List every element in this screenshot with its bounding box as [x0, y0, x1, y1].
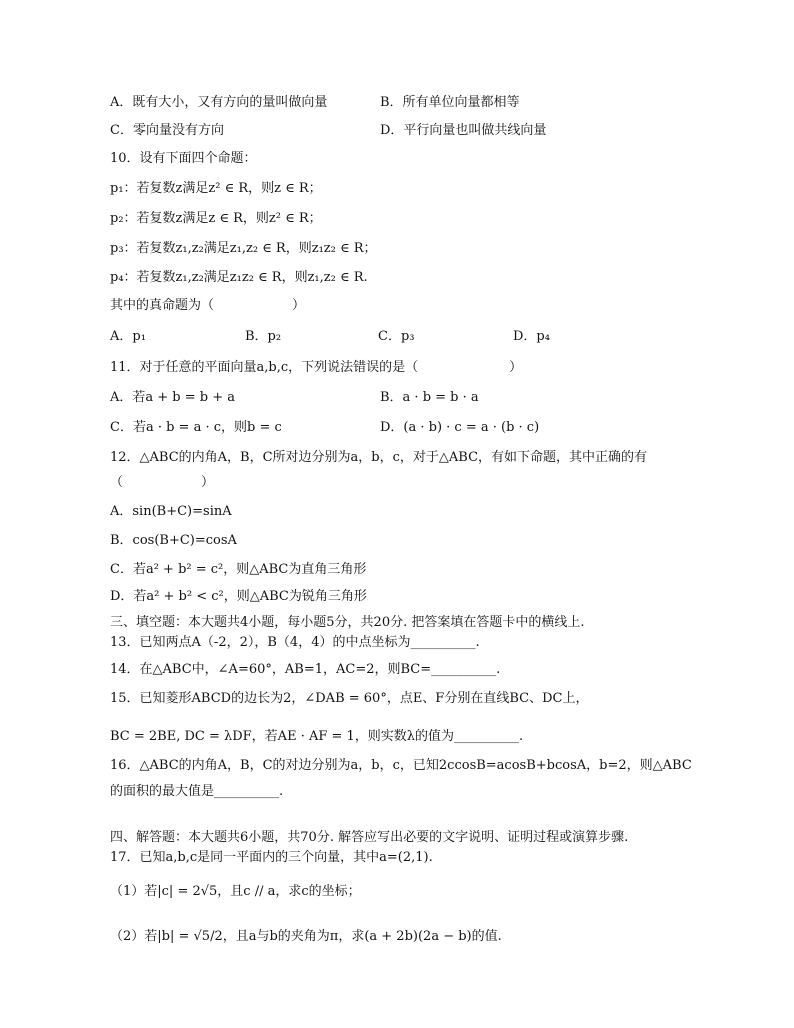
q10-option-d: D．p₄ [513, 329, 550, 344]
q10-option-b: B．p₂ [245, 329, 282, 344]
section4-title: 四、解答题：本大题共6小题，共70分. 解答应写出必要的文字说明、证明过程或演算步骤. [110, 830, 629, 845]
q17-part1: （1）若|c| = 2√5，且c // a，求c的坐标； [110, 884, 361, 899]
q11-option-d: D．(a · b) · c = a · (b · c) [380, 420, 540, 435]
q12-option-c: C．若a² + b² = c²，则△ABC为直角三角形 [110, 562, 367, 577]
q10-stem: 10．设有下面四个命题： [110, 151, 257, 166]
q11-stem: 11．对于任意的平面向量a,b,c，下列说法错误的是（ ） [110, 360, 523, 375]
q15-line1: 15．已知菱形ABCD的边长为2，∠DAB = 60°，点E、F分别在直线BC、DC上， [110, 691, 589, 706]
q12-option-b: B．cos(B+C)=cosA [110, 533, 237, 548]
q9-option-c: C．零向量没有方向 [110, 123, 224, 138]
section3-title: 三、填空题：本大题共4小题，每小题5分，共20分. 把答案填在答题卡中的横线上. [110, 615, 585, 630]
q10-p2: p₂：若复数z满足z ∈ R，则z² ∈ R； [110, 211, 322, 226]
q16-line1: 16．△ABC的内角A，B，C的对边分别为a，b，c，已知2ccosB=acosB+bcosA，b=2，则△ABC [110, 758, 692, 773]
q14: 14．在△ABC中，∠A=60°，AB=1，AC=2，则BC=__________. [110, 662, 501, 677]
q9-option-d: D．平行向量也叫做共线向量 [380, 123, 547, 138]
q10-option-a: A．p₁ [110, 329, 146, 344]
q10-question: 其中的真命题为（ ） [110, 298, 306, 313]
q10-option-c: C．p₃ [378, 329, 415, 344]
q11-option-c: C．若a · b = a · c，则b = c [110, 420, 282, 435]
q12-stem: 12．△ABC的内角A，B，C所对边分别为a，b，c，对于△ABC，有如下命题，其中正确的有 [110, 450, 648, 465]
q11-option-a: A．若a + b = b + a [110, 390, 236, 405]
q10-p4: p₄：若复数z₁,z₂满足z₁z₂ ∈ R，则z₁,z₂ ∈ R. [110, 270, 368, 285]
q13: 13．已知两点A（-2，2），B（4，4）的中点坐标为__________. [110, 635, 480, 650]
q17-part2: （2）若|b| = √5/2，且a与b的夹角为π，求(a + 2b)(2a − b)的值. [110, 929, 502, 944]
q15-line2: BC = 2BE, DC = λDF，若AE · AF = 1，则实数λ的值为__________. [110, 729, 524, 744]
q17-stem: 17．已知a,b,c是同一平面内的三个向量，其中a=(2,1). [110, 850, 433, 865]
q10-p1: p₁：若复数z满足z² ∈ R，则z ∈ R； [110, 181, 322, 196]
q11-option-b: B．a · b = b · a [380, 390, 479, 405]
q16-line2: 的面积的最大值是__________. [110, 784, 284, 799]
q12-option-a: A．sin(B+C)=sinA [110, 504, 232, 519]
q9-option-b: B．所有单位向量都相等 [380, 95, 520, 110]
q12-option-d: D．若a² + b² < c²，则△ABC为锐角三角形 [110, 589, 367, 604]
q12-blank: （ ） [110, 475, 215, 490]
q10-p3: p₃：若复数z₁,z₂满足z₁,z₂ ∈ R，则z₁z₂ ∈ R； [110, 241, 377, 256]
q9-option-a: A．既有大小，又有方向的量叫做向量 [110, 95, 328, 110]
